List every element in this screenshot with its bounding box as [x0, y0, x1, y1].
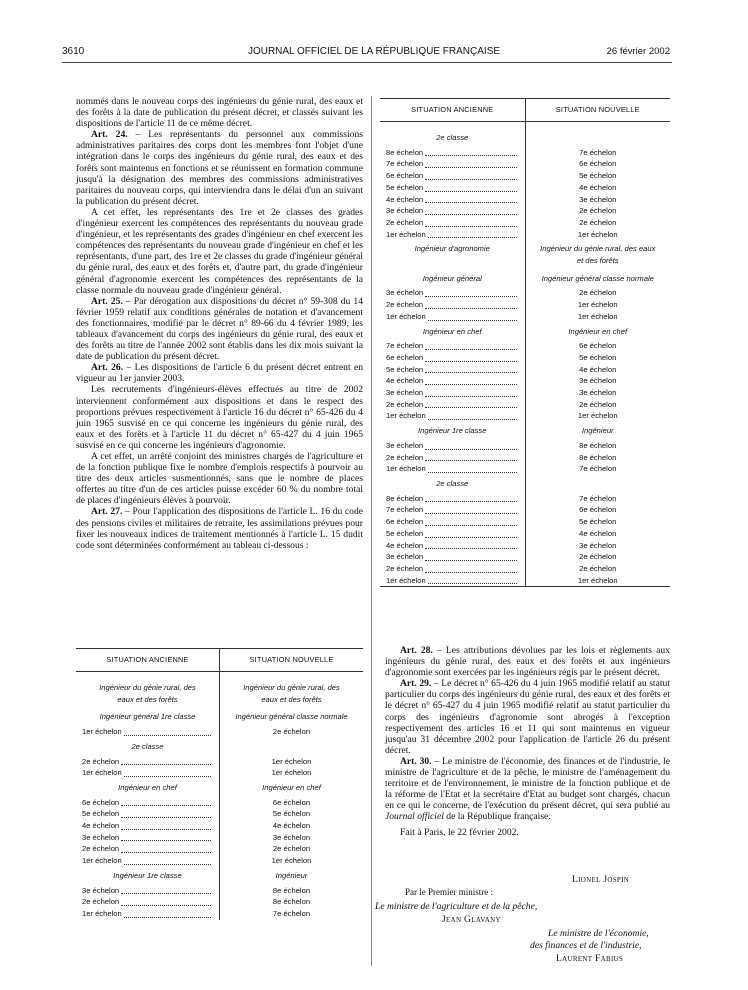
table-row	[380, 504, 670, 516]
old-echelon-cell	[380, 352, 525, 364]
article-text: de la République française.	[443, 811, 551, 823]
old-echelon: 7e échelon	[386, 159, 424, 169]
new-echelon: 7e échelon	[579, 464, 617, 474]
grade-heading-row	[76, 738, 363, 756]
new-grade-label: Ingénieur du génie rural, des eaux et des forêts	[243, 683, 340, 704]
old-echelon-cell	[380, 463, 525, 475]
article-label: Art. 30.	[400, 755, 432, 767]
dot-leader	[425, 501, 516, 502]
old-echelon-cell	[380, 387, 525, 399]
column-header-new: SITUATION NOUVELLE	[220, 649, 364, 672]
table-row	[380, 410, 670, 422]
old-echelon-cell	[380, 504, 525, 516]
paragraph: A cet effet, les représentants des 1re et 2e classes des grades d'ingénieur exercent les compétences des représentants du nouveau grade d'ingénieur, et les représentants des grades d'ingénieur en chef exercent les compétences des représentants du nouveau grade d'ingénieur en chef et les représentants, d'une part, des 1re et 2e classes du grade d'ingénieur général du génie rural, des eaux et des forêts et, d'autre part, du grade d'ingénieur général d'agronomie exercent les compétences des représentants de la classe normale du nouveau grade d'ingénieur général.	[76, 206, 363, 296]
old-echelon: 5e échelon	[386, 182, 424, 192]
paragraph: A cet effet, un arrêté conjoint des ministres chargés de l'agriculture et de la fonction publique fixe le nombre d'emplois respectifs à pourvoir au titre des deux articles susmentionnés, sans que le nombre de places offertes au titre d'un de ces articles puisse excéder 60 % du nombre total de places d'ingénieurs élèves à pourvoir.	[76, 451, 363, 507]
old-echelon: 8e échelon	[386, 493, 424, 503]
new-echelon: 7e échelon	[579, 493, 617, 503]
dot-leader	[425, 167, 516, 168]
new-echelon: 3e échelon	[272, 832, 311, 842]
table-row	[380, 352, 670, 364]
old-echelon-cell	[380, 158, 525, 170]
article-24	[76, 129, 363, 207]
old-grade-label: 2e classe	[380, 129, 525, 147]
new-echelon: 2e échelon	[272, 844, 311, 854]
new-echelon: 8e échelon	[272, 897, 311, 907]
table-row	[380, 364, 670, 376]
new-echelon: 7e échelon	[272, 908, 311, 918]
old-echelon: 1er échelon	[82, 856, 122, 866]
old-echelon: 6e échelon	[386, 171, 424, 181]
dot-leader	[425, 449, 516, 450]
table-row	[76, 767, 363, 779]
old-echelon-cell	[76, 843, 220, 855]
minister-agriculture-title: Le ministre de l'agriculture et de la pêche,	[375, 901, 538, 912]
new-echelon: 3e échelon	[579, 194, 617, 204]
dot-leader	[425, 308, 516, 309]
table-row	[380, 399, 670, 411]
table-row	[380, 387, 670, 399]
old-echelon: 2e échelon	[386, 563, 424, 573]
table-row	[76, 832, 363, 844]
dot-leader	[121, 905, 211, 906]
dot-leader	[425, 349, 516, 350]
old-echelon-cell	[380, 182, 525, 194]
dot-leader	[428, 237, 517, 238]
new-echelon: 3e échelon	[579, 388, 617, 398]
new-echelon: 5e échelon	[579, 517, 617, 527]
old-echelon-cell	[76, 820, 220, 832]
table-left-wrapper	[76, 648, 366, 920]
minister-economy-title-1: Le ministre de l'économie,	[548, 928, 649, 939]
article-27	[76, 506, 363, 550]
old-echelon: 2e échelon	[82, 897, 120, 907]
dot-leader	[121, 764, 211, 765]
old-echelon-cell	[380, 410, 525, 422]
old-echelon: 7e échelon	[386, 505, 424, 515]
new-echelon: 5e échelon	[579, 171, 617, 181]
article-text: – Les dispositions de l'article 6 du présent décret entrent en vigueur au 1er janvier 2003.	[76, 362, 364, 385]
new-echelon: 1er échelon	[577, 311, 618, 321]
old-echelon: 2e échelon	[82, 756, 120, 766]
old-echelon: 2e échelon	[386, 452, 424, 462]
table-row	[380, 170, 670, 182]
dot-leader	[425, 179, 516, 180]
new-echelon: 8e échelon	[579, 452, 617, 462]
old-echelon-cell	[380, 452, 525, 464]
table-row	[380, 311, 670, 323]
old-echelon-cell	[380, 516, 525, 528]
old-echelon: 4e échelon	[82, 821, 120, 831]
old-echelon: 4e échelon	[386, 194, 424, 204]
article-label: Art. 29.	[400, 678, 432, 690]
old-echelon: 1er échelon	[82, 727, 122, 737]
new-echelon: 1er échelon	[577, 300, 618, 310]
new-echelon: 4e échelon	[579, 528, 617, 538]
grade-heading-row	[380, 475, 670, 493]
table-row	[380, 563, 670, 575]
old-echelon-cell	[380, 299, 525, 311]
dot-leader	[425, 525, 516, 526]
new-echelon: 6e échelon	[579, 159, 617, 169]
new-echelon: 2e échelon	[272, 727, 311, 737]
new-echelon: 1er échelon	[577, 575, 618, 585]
new-grade-label: Ingénieur en chef	[262, 782, 321, 792]
old-grade-label: Ingénieur en chef	[380, 323, 525, 341]
dot-leader	[425, 155, 516, 156]
old-echelon: 3e échelon	[82, 885, 120, 895]
old-echelon: 1er échelon	[82, 768, 122, 778]
table-row	[380, 375, 670, 387]
dot-leader	[425, 226, 516, 227]
old-grade-label: Ingénieur du génie rural, des eaux et des forêts	[76, 679, 220, 708]
old-echelon-cell	[380, 170, 525, 182]
old-echelon-cell	[380, 528, 525, 540]
new-echelon: 2e échelon	[579, 563, 617, 573]
dot-leader	[425, 537, 516, 538]
old-echelon: 4e échelon	[386, 376, 424, 386]
new-echelon: 8e échelon	[579, 440, 617, 450]
table-row	[380, 147, 670, 159]
old-echelon: 1er échelon	[386, 575, 426, 585]
old-echelon-cell	[380, 340, 525, 352]
dot-leader	[121, 829, 211, 830]
dot-leader	[425, 572, 516, 573]
old-echelon: 1er échelon	[386, 311, 426, 321]
old-echelon: 2e échelon	[386, 300, 424, 310]
old-echelon-cell	[76, 767, 220, 779]
old-echelon-cell	[380, 311, 525, 323]
article-text: – Le décret n° 65-426 du 4 juin 1965 modifié relatif au statut particulier du corps des ingénieurs du génie rural, des eaux et des forêts et le décret n° 65-427 du 4 juin 1965 modifié relatif au statut particulier du corps des ingénieurs d'agronomie sont abrogés à l'exception respectivement des articles 16 et 11 qui sont maintenus en vigueur jusqu'au 31 décembre 2002 pour l'application de l'article 26 du présent décret.	[385, 678, 670, 756]
grade-heading-row	[380, 422, 670, 440]
table-row	[76, 820, 363, 832]
new-echelon: 5e échelon	[579, 352, 617, 362]
journal-name: Journal officiel	[385, 811, 444, 823]
new-echelon: 4e échelon	[272, 821, 311, 831]
old-echelon: 1er échelon	[386, 229, 426, 239]
new-echelon: 2e échelon	[579, 399, 617, 409]
old-grade-label: Ingénieur général 1re classe	[76, 708, 220, 726]
new-echelon: 3e échelon	[579, 376, 617, 386]
old-echelon: 6e échelon	[386, 352, 424, 362]
table-row	[380, 551, 670, 563]
grade-heading-row	[380, 270, 670, 288]
minister-economy-title-2: des finances et de l'industrie,	[530, 940, 642, 951]
dot-leader	[425, 513, 516, 514]
old-echelon-cell	[76, 908, 220, 920]
article-label: Art. 28.	[400, 645, 433, 656]
table-row	[76, 797, 363, 809]
article-label: Art. 25.	[91, 295, 123, 307]
old-echelon-cell	[380, 217, 525, 229]
old-echelon-cell	[380, 575, 525, 587]
new-echelon: 6e échelon	[579, 341, 617, 351]
table-row	[380, 452, 670, 464]
table-row	[76, 908, 363, 920]
dot-leader	[121, 840, 211, 841]
table-row	[380, 463, 670, 475]
grade-heading-row	[76, 867, 363, 885]
signature-prime-minister: Lionel Jospin	[572, 874, 630, 885]
grade-heading-row	[76, 679, 363, 708]
new-grade-label: Ingénieur général classe normale	[541, 273, 654, 283]
old-echelon-cell	[76, 797, 220, 809]
table-row	[380, 287, 670, 299]
dot-leader	[121, 893, 211, 894]
journal-title: JOURNAL OFFICIEL DE LA RÉPUBLIQUE FRANÇAISE	[247, 46, 501, 57]
new-echelon: 5e échelon	[272, 809, 311, 819]
dot-leader	[124, 917, 211, 918]
old-echelon: 7e échelon	[386, 341, 424, 351]
table-row	[380, 158, 670, 170]
dot-leader	[425, 296, 516, 297]
dot-leader	[425, 191, 516, 192]
dot-leader	[425, 560, 516, 561]
table-row	[380, 217, 670, 229]
grade-heading-row	[380, 323, 670, 341]
signature-economy-minister: Laurent Fabius	[556, 953, 624, 964]
old-echelon-cell	[76, 896, 220, 908]
article-25	[76, 296, 363, 363]
dot-leader	[425, 361, 516, 362]
new-echelon: 1er échelon	[271, 756, 312, 766]
new-grade-label: Ingénieur	[581, 426, 614, 436]
new-echelon: 1er échelon	[577, 411, 618, 421]
paragraph: Les recrutements d'ingénieurs-élèves effectués au titre de 2002 interviennent conformément aux dispositions et dans le respect des proportions prévues respectivement à l'article 16 du décret n° 65-426 du 4 juin 1965 susvisé en ce qui concerne les ingénieurs du génie rural, des eaux et des forêts et à l'article 11 du décret n° 65-427 du 4 juin 1965 susvisé en ce qui concerne les ingénieurs d'agronomie.	[76, 384, 363, 451]
dot-leader	[428, 583, 517, 584]
old-echelon: 2e échelon	[386, 217, 424, 227]
table-row	[76, 896, 363, 908]
pension-table-right	[380, 98, 670, 587]
article-label: Art. 27.	[91, 506, 123, 518]
old-echelon-cell	[380, 551, 525, 563]
old-echelon-cell	[380, 194, 525, 206]
column-header-new: SITUATION NOUVELLE	[525, 99, 670, 122]
spacer-row	[380, 122, 670, 130]
new-echelon: 1er échelon	[577, 229, 618, 239]
old-grade-label: 2e classe	[76, 738, 220, 756]
new-grade-label: Ingénieur général classe normale	[235, 712, 348, 722]
dot-leader	[425, 407, 516, 408]
old-grade-label: Ingénieur en chef	[76, 779, 220, 797]
article-label: Art. 26.	[91, 362, 124, 374]
article-30	[385, 756, 670, 823]
left-column-text	[76, 96, 363, 551]
dot-leader	[121, 852, 211, 853]
old-echelon: 3e échelon	[386, 552, 424, 562]
old-echelon-cell	[380, 399, 525, 411]
dot-leader	[121, 805, 211, 806]
page-number: 3610	[62, 46, 85, 57]
table-row	[76, 808, 363, 820]
grade-heading-row	[76, 708, 363, 726]
new-echelon: 2e échelon	[579, 217, 617, 227]
old-echelon-cell	[380, 205, 525, 217]
dot-leader	[428, 472, 517, 473]
old-echelon-cell	[380, 287, 525, 299]
old-grade-label: Ingénieur d'agronomie	[380, 240, 525, 269]
new-echelon: 3e échelon	[579, 540, 617, 550]
table-row	[76, 843, 363, 855]
article-29	[385, 678, 670, 756]
new-echelon: 1er échelon	[271, 768, 312, 778]
old-echelon: 3e échelon	[82, 832, 120, 842]
table-row	[380, 194, 670, 206]
dot-leader	[124, 735, 211, 736]
old-echelon-cell	[76, 855, 220, 867]
old-echelon: 2e échelon	[386, 399, 424, 409]
old-echelon: 3e échelon	[386, 388, 424, 398]
old-echelon-cell	[380, 440, 525, 452]
article-text: – Les attributions dévolues par les lois et règlements aux ingénieurs du génie rural, des eaux et des forêts et aux ingénieurs d'agronomie sont exercées par les ingénieurs régis par le présent décret.	[385, 645, 670, 679]
table-row	[380, 540, 670, 552]
old-echelon-cell	[380, 375, 525, 387]
table-row	[380, 182, 670, 194]
old-echelon-cell	[76, 885, 220, 897]
dot-leader	[425, 384, 516, 385]
article-26	[76, 362, 363, 384]
dot-leader	[428, 419, 517, 420]
old-echelon-cell	[76, 726, 220, 738]
old-echelon-cell	[76, 832, 220, 844]
old-echelon: 5e échelon	[82, 809, 120, 819]
new-echelon: 6e échelon	[579, 505, 617, 515]
new-grade-label: Ingénieur du génie rural, des eaux et des forêts	[540, 244, 656, 266]
dot-leader	[428, 320, 517, 321]
table-row	[380, 340, 670, 352]
dot-leader	[425, 202, 516, 203]
old-echelon-cell	[380, 229, 525, 241]
table-row	[380, 516, 670, 528]
grade-heading-row	[380, 129, 670, 147]
dot-leader	[425, 214, 516, 215]
dot-leader	[425, 460, 516, 461]
signature-agriculture-minister: Jean Glavany	[442, 914, 501, 925]
column-header-old: SITUATION ANCIENNE	[380, 99, 525, 122]
old-echelon: 1er échelon	[82, 908, 122, 918]
dot-leader	[124, 864, 211, 865]
page-header	[0, 46, 748, 62]
grade-heading-row	[380, 240, 670, 269]
article-text: – Pour l'application des dispositions de l'article L. 16 du code des pensions civiles et militaires de retraite, les assimilations prévues pour fixer les nouveaux indices de traitement mentionnés à l'article L. 15 dudit code sont déterminées conformément au tableau ci-dessous :	[76, 506, 363, 551]
table-row	[76, 756, 363, 768]
new-echelon: 2e échelon	[579, 288, 617, 298]
article-label: Art. 24.	[91, 129, 128, 141]
old-echelon-cell	[380, 563, 525, 575]
old-echelon-cell	[380, 364, 525, 376]
table-row	[380, 205, 670, 217]
old-echelon: 1er échelon	[386, 411, 426, 421]
old-echelon-cell	[380, 147, 525, 159]
article-text: – Par dérogation aux dispositions du décret n° 59-308 du 14 février 1959 relatif aux conditions générales de notation et d'avancement des fonctionnaires, modifié par le décret n° 89-66 du 4 février 1989, les tableaux d'avancement du corps des ingénieurs du génie rural, des eaux et des forêts au titre de l'année 2002 sont établis dans les dix mois suivant la date de publication du présent décret.	[76, 295, 364, 363]
header-rule	[62, 62, 672, 63]
old-echelon: 5e échelon	[386, 528, 424, 538]
old-echelon: 8e échelon	[386, 147, 424, 157]
old-echelon-cell	[76, 808, 220, 820]
new-grade-label	[220, 738, 364, 756]
column-divider	[371, 96, 372, 966]
old-grade-label: Ingénieur général	[380, 270, 525, 288]
old-echelon: 3e échelon	[386, 206, 424, 216]
new-echelon: 4e échelon	[579, 364, 617, 374]
old-echelon: 3e échelon	[386, 288, 424, 298]
table-row	[380, 493, 670, 505]
table-row	[76, 855, 363, 867]
old-grade-label: Ingénieur 1re classe	[76, 867, 220, 885]
new-echelon: 8e échelon	[272, 885, 311, 895]
old-grade-label: 2e classe	[380, 475, 525, 493]
new-grade-label	[525, 129, 670, 147]
pension-table-left	[76, 648, 363, 920]
table-row	[380, 528, 670, 540]
new-echelon: 6e échelon	[272, 797, 311, 807]
old-echelon: 2e échelon	[82, 844, 120, 854]
spacer-row	[76, 672, 363, 680]
new-echelon: 4e échelon	[579, 182, 617, 192]
old-echelon-cell	[380, 493, 525, 505]
by-prime-minister-line: Par le Premier ministre :	[405, 887, 493, 897]
article-text: – Le ministre de l'économie, des finances et de l'industrie, le ministre de l'agriculture et de la pêche, le ministre de l'aménagement du territoire et de l'environnement, le ministre de la fonction publique et de la réforme de l'Etat et la secrétaire d'Etat au budget sont chargés, chacun en ce qui le concerne, de l'exécution du présent décret, qui sera publié au	[385, 755, 671, 812]
done-at-line: Fait à Paris, le 22 février 2002.	[400, 826, 519, 838]
old-echelon: 6e échelon	[386, 517, 424, 527]
table-row	[76, 726, 363, 738]
dot-leader	[124, 776, 211, 777]
dot-leader	[425, 396, 516, 397]
table-right-wrapper	[380, 98, 670, 587]
new-echelon: 1er échelon	[271, 856, 312, 866]
old-echelon: 6e échelon	[82, 797, 120, 807]
old-echelon-cell	[76, 756, 220, 768]
old-echelon: 5e échelon	[386, 364, 424, 374]
old-echelon-cell	[380, 540, 525, 552]
dot-leader	[121, 817, 211, 818]
new-grade-label	[525, 475, 670, 493]
dot-leader	[425, 548, 516, 549]
article-28	[385, 645, 670, 678]
paragraph: nommés dans le nouveau corps des ingénieurs du génie rural, des eaux et des forêts à la date de publication du présent décret, et classés suivant les dispositions de l'article 11 de ce même décret.	[76, 96, 363, 130]
new-grade-label: Ingénieur	[275, 870, 308, 880]
old-grade-label: Ingénieur 1re classe	[380, 422, 525, 440]
old-echelon: 1er échelon	[386, 464, 426, 474]
table-row	[380, 440, 670, 452]
right-column-text	[385, 645, 670, 838]
new-grade-label: Ingénieur en chef	[568, 326, 628, 336]
grade-heading-row	[76, 779, 363, 797]
table-row	[380, 299, 670, 311]
new-echelon: 7e échelon	[579, 147, 617, 157]
new-echelon: 2e échelon	[579, 206, 617, 216]
old-echelon: 4e échelon	[386, 540, 424, 550]
old-echelon: 3e échelon	[386, 440, 424, 450]
article-text: – Les représentants du personnel aux commissions administratives paritaires des corps dont les membres font l'objet d'une intégration dans le corps des ingénieurs du génie rural, des eaux et des forêts sont maintenus en fonctions et se réunissent en formation commune jusqu'à la désignation des membres des commissions administratives paritaires du nouveau corps, qui interviendra dans le délai d'un an suivant la publication du présent décret.	[76, 129, 364, 207]
table-row	[380, 575, 670, 587]
column-header-old: SITUATION ANCIENNE	[76, 649, 220, 672]
dot-leader	[425, 372, 516, 373]
new-echelon: 2e échelon	[579, 552, 617, 562]
table-row	[380, 229, 670, 241]
issue-date: 26 février 2002	[606, 46, 670, 57]
table-row	[76, 885, 363, 897]
